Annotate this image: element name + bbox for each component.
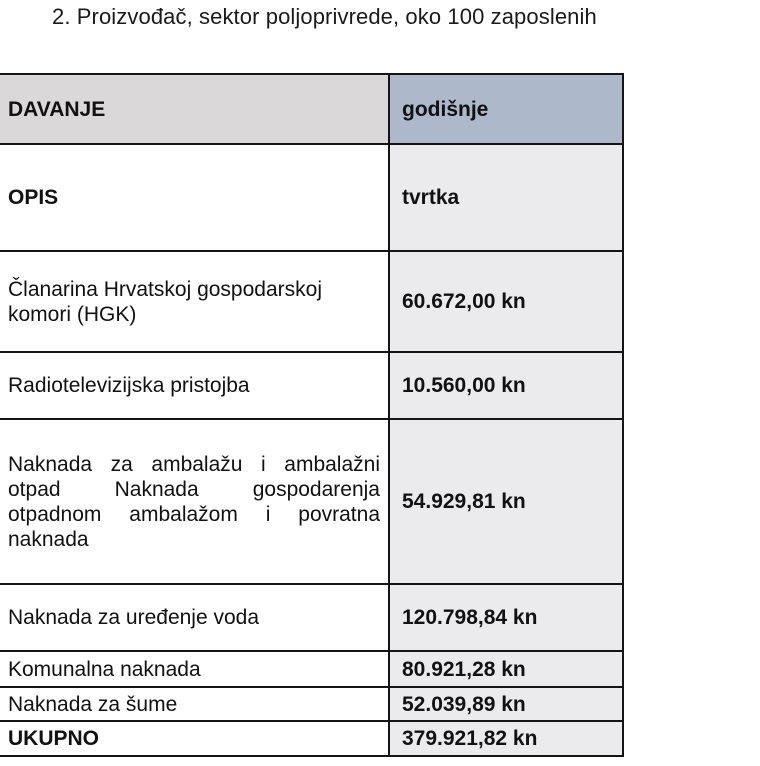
document-heading: 2. Proizvođač, sektor poljoprivrede, oko 100 zaposlenih [52, 4, 597, 29]
subheader-opis: OPIS [0, 144, 389, 251]
row-value: 60.672,00 kn [389, 251, 623, 352]
table-total-row [0, 721, 623, 756]
subheader-tvrtka: tvrtka [389, 144, 623, 251]
row-label: Naknada za uređenje voda [0, 584, 389, 651]
header-davanje: DAVANJE [0, 74, 389, 144]
table-header-row [0, 74, 623, 144]
fees-table [0, 73, 624, 757]
row-value: 120.798,84 kn [389, 584, 623, 651]
table-row [0, 251, 623, 352]
table-row [0, 419, 623, 584]
row-value: 52.039,89 kn [389, 687, 623, 721]
row-value: 10.560,00 kn [389, 352, 623, 419]
table-row [0, 352, 623, 419]
row-label: Članarina Hrvatskoj gospodarskoj komori (HGK) [0, 251, 389, 352]
row-label: Komunalna naknada [0, 651, 389, 687]
total-label: UKUPNO [0, 721, 389, 756]
row-value: 54.929,81 kn [389, 419, 623, 584]
table-row [0, 687, 623, 721]
table-row [0, 584, 623, 651]
table-subheader-row [0, 144, 623, 251]
header-godisnje: godišnje [389, 74, 623, 144]
row-label: Radiotelevizijska pristojba [0, 352, 389, 419]
total-value: 379.921,82 kn [389, 721, 623, 756]
row-label: Naknada za ambalažu i ambalažni otpad Naknada gospodarenja otpadnom ambalažom i povratna naknada [0, 419, 389, 584]
row-label: Naknada za šume [0, 687, 389, 721]
table-row [0, 651, 623, 687]
row-value: 80.921,28 kn [389, 651, 623, 687]
